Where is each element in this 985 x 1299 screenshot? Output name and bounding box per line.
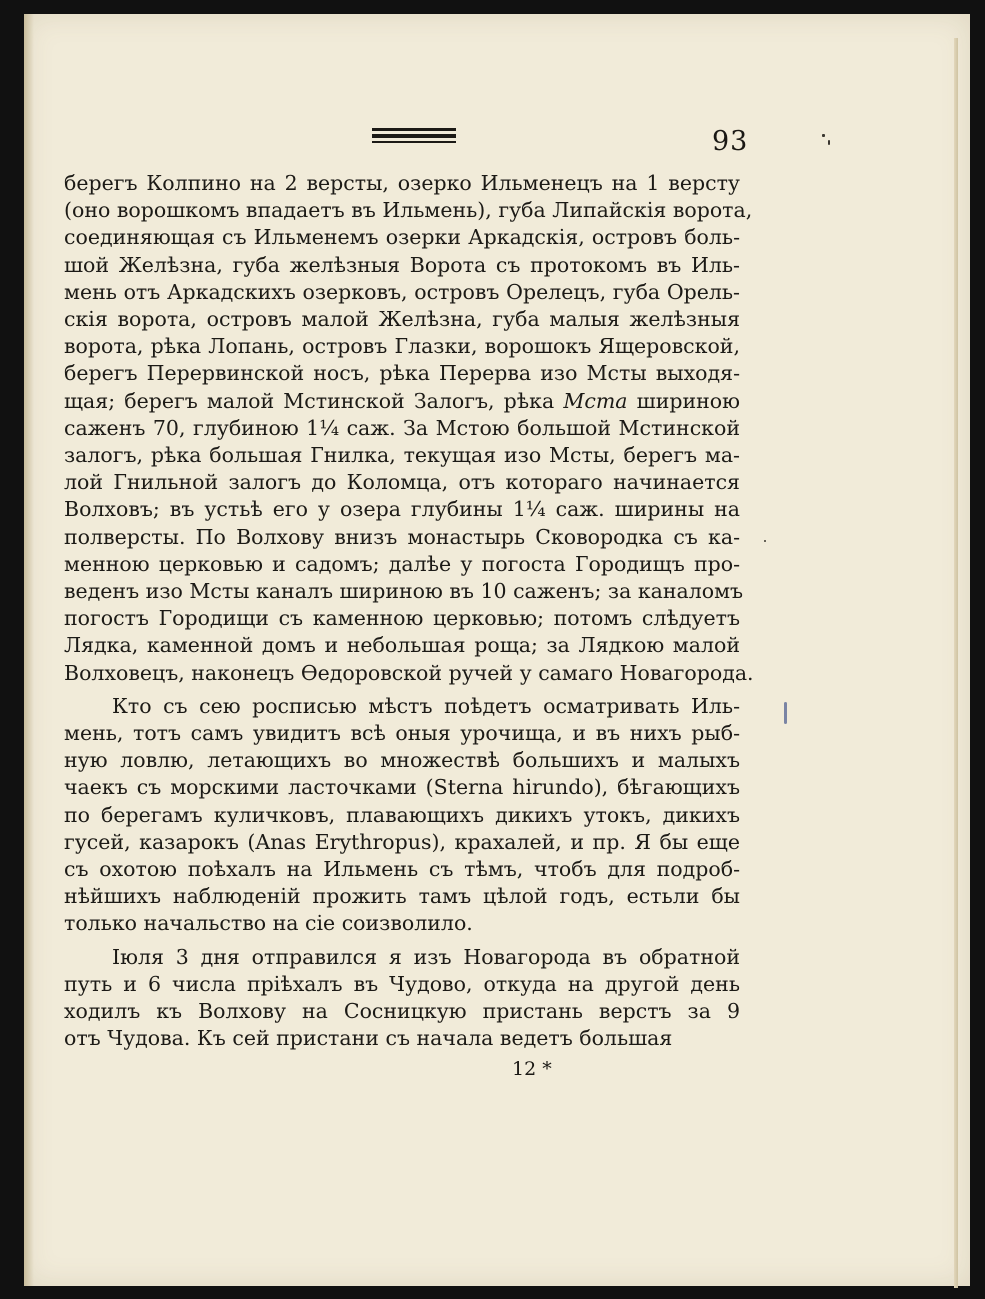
text-line: шой Желѣзна, губа желѣзныя Ворота съ протокомъ въ Иль-: [64, 252, 740, 277]
speck: [764, 540, 766, 542]
page-gutter: [24, 14, 34, 1286]
text-line: Волховецъ, наконецъ Ѳедоровской ручей у самаго Новагорода.: [64, 660, 754, 685]
text-line: Іюля 3 дня отправился я изъ Новагорода въ обратной: [112, 944, 740, 969]
speck: [822, 134, 825, 137]
text-line: путь и 6 числа пріѣхалъ въ Чудово, откуда на другой день: [64, 971, 740, 996]
text-line: чаекъ съ морскими ласточками (Sterna hirundo), бѣгающихъ: [64, 775, 740, 800]
paragraph-1: [64, 170, 754, 687]
text-line: (оно ворошкомъ впадаетъ въ Ильмень), губа Липайскія ворота,: [64, 198, 753, 223]
text-line: по берегамъ куличковъ, плавающихъ дикихъ утокъ, дикихъ: [64, 802, 740, 827]
paragraph-2: [64, 693, 740, 938]
text-line: Лядка, каменной домъ и небольшая роща; за Лядкою малой: [64, 633, 740, 658]
page-number: 93: [712, 126, 749, 157]
paragraph-3: [64, 944, 740, 1053]
text-line: ворота, рѣка Лопань, островъ Глазки, ворошокъ Ящеровской,: [64, 334, 740, 359]
text-line: мень отъ Аркадскихъ озерковъ, островъ Орелецъ, губа Орель-: [64, 279, 740, 304]
body-text: [64, 170, 754, 1053]
italic-word: Мста: [563, 388, 628, 413]
text-line: только начальство на сіе соизволило.: [64, 911, 473, 936]
text-line: соединяющая съ Ильменемъ озерки Аркадскія, островъ боль-: [64, 225, 740, 250]
text-line: берегъ Перервинской носъ, рѣка Перерва изо Мсты выходя-: [64, 361, 740, 386]
text-line: Волховъ; въ устьѣ его у озера глубины 1¼ саж. ширины на: [64, 497, 740, 522]
speck: [828, 140, 830, 145]
text-line: берегъ Колпино на 2 версты, озерко Ильменецъ на 1 версту: [64, 171, 740, 195]
text-line: залогъ, рѣка большая Гнилка, текущая изо Мсты, берегъ ма-: [64, 443, 740, 468]
text-line: лой Гнильной залогъ до Коломца, отъ котораго начинается: [64, 470, 740, 495]
text-line: ную ловлю, летающихъ во множествѣ большихъ и малыхъ: [64, 748, 740, 773]
header-rule: [372, 128, 456, 146]
page-edge: [954, 38, 958, 1288]
text-line: мень, тотъ самъ увидитъ всѣ оныя урочища, и въ нихъ рыб-: [64, 721, 740, 746]
signature-mark: 12 *: [512, 1058, 552, 1080]
text-line: ходилъ къ Волхову на Сосницкую пристань верстъ за 9: [64, 999, 740, 1024]
text-line: менною церковью и садомъ; далѣе у погоста Городищъ про-: [64, 551, 740, 576]
text-line: веденъ изо Мсты каналъ шириною въ 10 саженъ; за каналомъ: [64, 579, 744, 604]
book-page: [24, 14, 970, 1286]
text-line: погостъ Городищи съ каменною церковью; потомъ слѣдуетъ: [64, 606, 740, 631]
text-line: щая; берегъ малой Мстинской Залогъ, рѣка Мста шириною: [64, 388, 740, 413]
text-line: Кто съ сею росписью мѣстъ поѣдетъ осматривать Иль-: [112, 693, 740, 718]
text-line: полверсты. По Волхову внизъ монастырь Сковородка съ ка-: [64, 524, 740, 549]
text-line: гусей, казарокъ (Anas Erythropus), крахалей, и пр. Я бы еще: [64, 829, 740, 854]
ink-mark: [784, 702, 787, 724]
text-line: съ охотою поѣхалъ на Ильмень съ тѣмъ, чтобъ для подроб-: [64, 857, 740, 882]
text-line: саженъ 70, глубиною 1¼ саж. За Мстою большой Мстинской: [64, 415, 740, 440]
text-line: отъ Чудова. Къ сей пристани съ начала ведетъ большая: [64, 1026, 673, 1051]
text-line: скія ворота, островъ малой Желѣзна, губа малыя желѣзныя: [64, 307, 740, 332]
text-line: нѣйшихъ наблюденій прожить тамъ цѣлой годъ, естьли бы: [64, 884, 740, 909]
